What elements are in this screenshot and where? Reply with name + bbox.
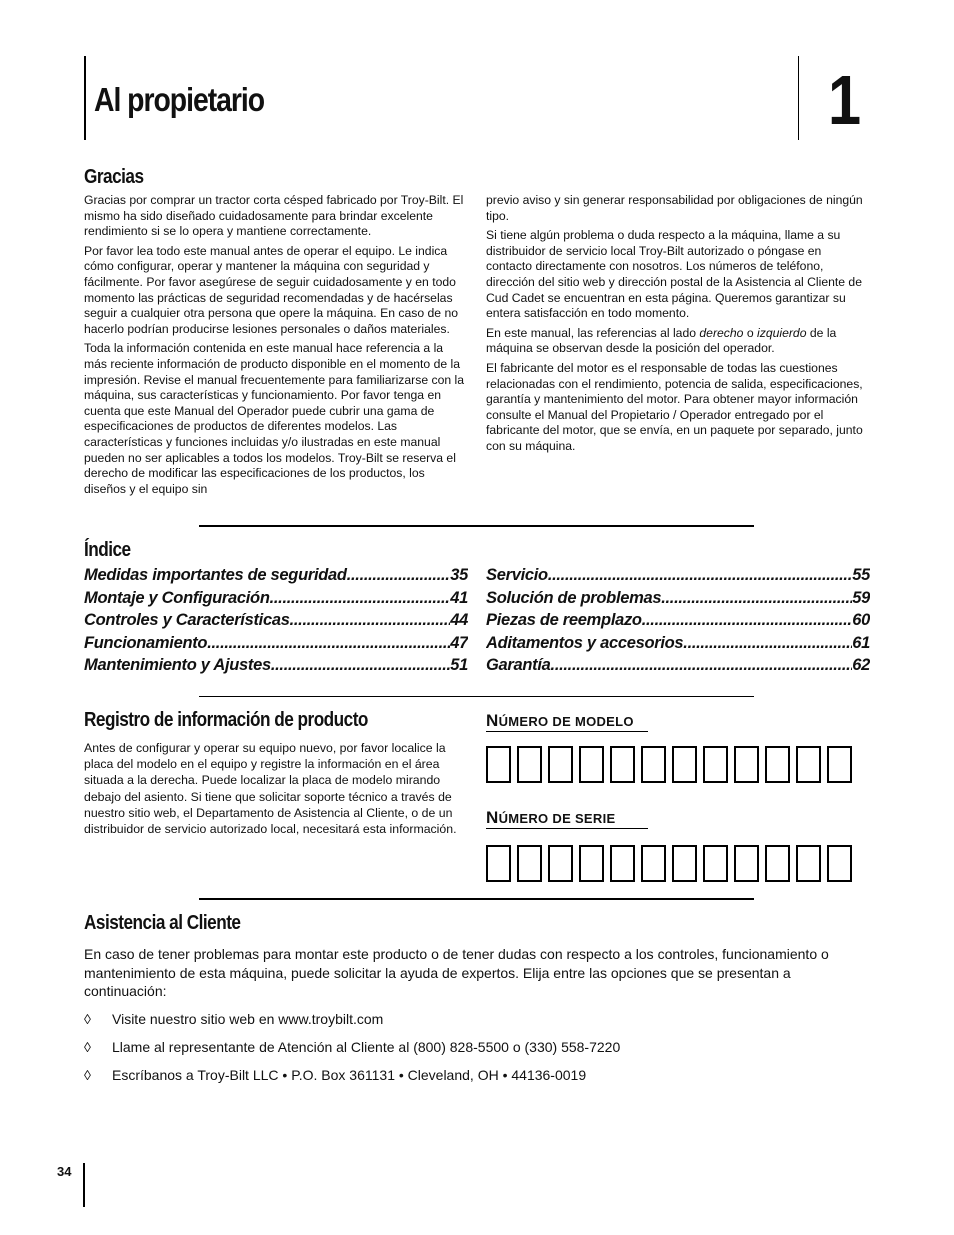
- serial-label-underline: [486, 828, 648, 829]
- indice-heading: Índice: [84, 539, 131, 561]
- label-rest: ÚMERO DE MODELO: [498, 714, 634, 729]
- digit-box[interactable]: [579, 746, 604, 783]
- toc-leader: [642, 611, 853, 630]
- toc-entry[interactable]: [84, 566, 468, 585]
- toc-page: 41: [450, 589, 468, 607]
- diamond-icon: ◊: [84, 1067, 91, 1083]
- asistencia-intro: En caso de tener problemas para montar este producto o de tener dudas con respecto a los controles, funcionamiento o mantenimiento de esta máquina, puede solicitar la ayuda de expertos. Elija entre las opciones que se presentan a continuación:: [84, 946, 829, 999]
- toc-label: Funcionamiento: [84, 634, 208, 652]
- gracias-paragraph: Si tiene algún problema o duda respecto a la máquina, llame a su distribuidor de servicio local Troy-Bilt autorizado o póngase en contacto directamente con nosotros. Los números de teléfono, dirección del sitio web y dirección postal de la Asistencia al Cliente de Cud Cadet se encuentran en esta página. Queremos garantizar su entera satisfacción en todo momento.: [486, 228, 862, 321]
- toc-entry[interactable]: [486, 589, 870, 608]
- toc-page: 60: [852, 611, 870, 629]
- digit-box[interactable]: [641, 746, 666, 783]
- toc-entry[interactable]: [486, 611, 870, 630]
- toc-label: Mantenimiento y Ajustes: [84, 656, 271, 674]
- section-divider: [199, 696, 754, 697]
- toc-label: Piezas de reemplazo: [486, 611, 642, 629]
- digit-box[interactable]: [517, 845, 542, 882]
- digit-box[interactable]: [610, 746, 635, 783]
- chapter-bar: [798, 56, 799, 140]
- title-bar-left: [84, 56, 86, 140]
- toc-leader: [270, 589, 451, 608]
- gracias-paragraph: El fabricante del motor es el responsable de todas las cuestiones relacionadas con el rendimiento, potencia de salida, especificaciones, garantía y mantenimiento del motor. Para obtener mayor información consulte el Manual del Propietario / Operador entregado por el fabricante del motor, que se envía, en un paquete por separado, junto con su máquina.: [486, 360, 863, 453]
- toc-page: 35: [450, 566, 468, 584]
- contact-text: Visite nuestro sitio web en www.troybilt.com: [112, 1011, 384, 1027]
- serial-number-label: [486, 808, 615, 828]
- digit-box[interactable]: [610, 845, 635, 882]
- gracias-column-left: [84, 193, 468, 501]
- digit-box[interactable]: [548, 746, 573, 783]
- section-divider: [199, 898, 754, 900]
- toc-entry[interactable]: [84, 634, 468, 653]
- digit-box[interactable]: [486, 845, 511, 882]
- digit-box[interactable]: [765, 845, 790, 882]
- toc-entry[interactable]: [84, 656, 468, 675]
- digit-box[interactable]: [703, 746, 728, 783]
- page-number: 34: [57, 1164, 72, 1179]
- digit-box[interactable]: [796, 746, 821, 783]
- gracias-paragraph: Gracias por comprar un tractor corta césped fabricado por Troy-Bilt. El mismo ha sido diseñado cuidadosamente para brindar excelente rendimiento si se lo opera y mantiene correctamente.: [84, 193, 464, 239]
- digit-box[interactable]: [517, 746, 542, 783]
- text-span: En este manual, las referencias al lado: [486, 325, 700, 340]
- toc-label: Montaje y Configuración: [84, 589, 270, 607]
- italic-izquierdo: izquierdo: [757, 325, 807, 340]
- page-title: Al propietario: [94, 81, 265, 118]
- digit-box[interactable]: [734, 746, 759, 783]
- toc-label: Aditamentos y accesorios: [486, 634, 684, 652]
- toc-leader: [207, 634, 450, 653]
- gracias-column-right: [486, 193, 870, 459]
- text-span: o: [743, 325, 758, 340]
- toc-page: 44: [450, 611, 468, 629]
- digit-box[interactable]: [641, 845, 666, 882]
- digit-box[interactable]: [703, 845, 728, 882]
- model-number-label: [486, 711, 634, 731]
- digit-box[interactable]: [827, 845, 852, 882]
- gracias-paragraph: Toda la información contenida en este manual hace referencia a la más reciente información de producto disponible en el momento de la impresión. Revise el manual frecuentemente para familiarizarse con la máquina, sus características y funcionamiento. Por favor tenga en cuenta que este Manual del Operador puede cubrir una gama de especificaciones de productos de diferentes modelos. Las características y funciones incluidas y/o ilustradas en este manual pueden no ser aplicables a todos los modelos. Troy-Bilt se reserva el derecho de modificar las especificaciones de los productos, los diseños y el equipo sin: [84, 341, 465, 496]
- chapter-number: 1: [828, 61, 860, 139]
- diamond-icon: ◊: [84, 1011, 91, 1027]
- digit-box[interactable]: [672, 845, 697, 882]
- toc-leader: [683, 634, 852, 653]
- toc-entry[interactable]: [486, 656, 870, 675]
- toc-label: Garantía: [486, 656, 551, 674]
- contact-text: Llame al representante de Atención al Cliente al (800) 828-5500 o (330) 558-7220: [112, 1039, 621, 1055]
- digit-box[interactable]: [734, 845, 759, 882]
- digit-box[interactable]: [672, 746, 697, 783]
- digit-box[interactable]: [486, 746, 511, 783]
- registro-heading: Registro de información de producto: [84, 709, 368, 731]
- contact-bullet: [84, 1067, 586, 1083]
- label-rest: ÚMERO DE SERIE: [498, 811, 616, 826]
- digit-box[interactable]: [579, 845, 604, 882]
- digit-box[interactable]: [548, 845, 573, 882]
- model-label-underline: [486, 731, 648, 732]
- digit-box[interactable]: [827, 746, 852, 783]
- contact-bullet: [84, 1011, 383, 1027]
- asistencia-heading: Asistencia al Cliente: [84, 912, 241, 934]
- gracias-paragraph: previo aviso y sin generar responsabilidad por obligaciones de ningún tipo.: [486, 193, 863, 223]
- toc-leader: [661, 589, 852, 608]
- toc-label: Servicio: [486, 566, 548, 584]
- toc-entry[interactable]: [486, 566, 870, 585]
- gracias-paragraph: [486, 326, 870, 357]
- toc-page: 62: [852, 656, 870, 674]
- toc-label: Solución de problemas: [486, 589, 662, 607]
- toc-leader: [548, 566, 852, 585]
- diamond-icon: ◊: [84, 1039, 91, 1055]
- toc-leader: [551, 656, 853, 675]
- section-divider: [199, 525, 754, 527]
- label-initial: N: [486, 808, 499, 827]
- toc-leader: [271, 656, 450, 675]
- digit-box[interactable]: [765, 746, 790, 783]
- toc-label: Medidas importantes de seguridad: [84, 566, 347, 584]
- toc-page: 51: [450, 656, 468, 674]
- toc-page: 61: [852, 634, 870, 652]
- model-number-boxes[interactable]: [486, 746, 852, 783]
- footer-bar: [83, 1163, 85, 1207]
- contact-bullet: [84, 1039, 620, 1055]
- toc-page: 59: [852, 589, 870, 607]
- toc-label: Controles y Características: [84, 611, 290, 629]
- toc-entry[interactable]: [84, 589, 468, 608]
- gracias-heading: Gracias: [84, 166, 144, 188]
- toc-page: 55: [852, 566, 870, 584]
- toc-page: 47: [450, 634, 468, 652]
- italic-derecho: derecho: [699, 325, 744, 340]
- text-span: de la máquina se observan desde la posición del operador.: [486, 325, 837, 356]
- digit-box[interactable]: [796, 845, 821, 882]
- gracias-paragraph: Por favor lea todo este manual antes de operar el equipo. Le indica cómo configurar, operar y mantener la máquina con seguridad y fácilmente. Por favor asegúrese de seguir cuidadosamente y en todo momento las prácticas de seguridad recomendadas y de hacérselas seguir a cualquier otra persona que opere la máquina. En caso de no hacerlo podrían producirse lesiones personales o daños materiales.: [84, 243, 458, 336]
- toc-entry[interactable]: [84, 611, 468, 630]
- registro-text: Antes de configurar y operar su equipo nuevo, por favor localice la placa del modelo en el equipo y registre la información en el área situada a la derecha. Puede localizar la placa de modelo mirando debajo del asiento. Si tiene que solicitar soporte técnico a través de nuestro sitio web, el Departamento de Asistencia al Cliente, o de un distribuidor de servicio autorizado local, necesitará esta información.: [84, 741, 457, 837]
- serial-number-boxes[interactable]: [486, 845, 852, 882]
- toc-leader: [347, 566, 451, 585]
- toc-leader: [290, 611, 451, 630]
- contact-text: Escríbanos a Troy-Bilt LLC • P.O. Box 361131 • Cleveland, OH • 44136-0019: [112, 1067, 587, 1083]
- label-initial: N: [486, 711, 499, 730]
- toc-entry[interactable]: [486, 634, 870, 653]
